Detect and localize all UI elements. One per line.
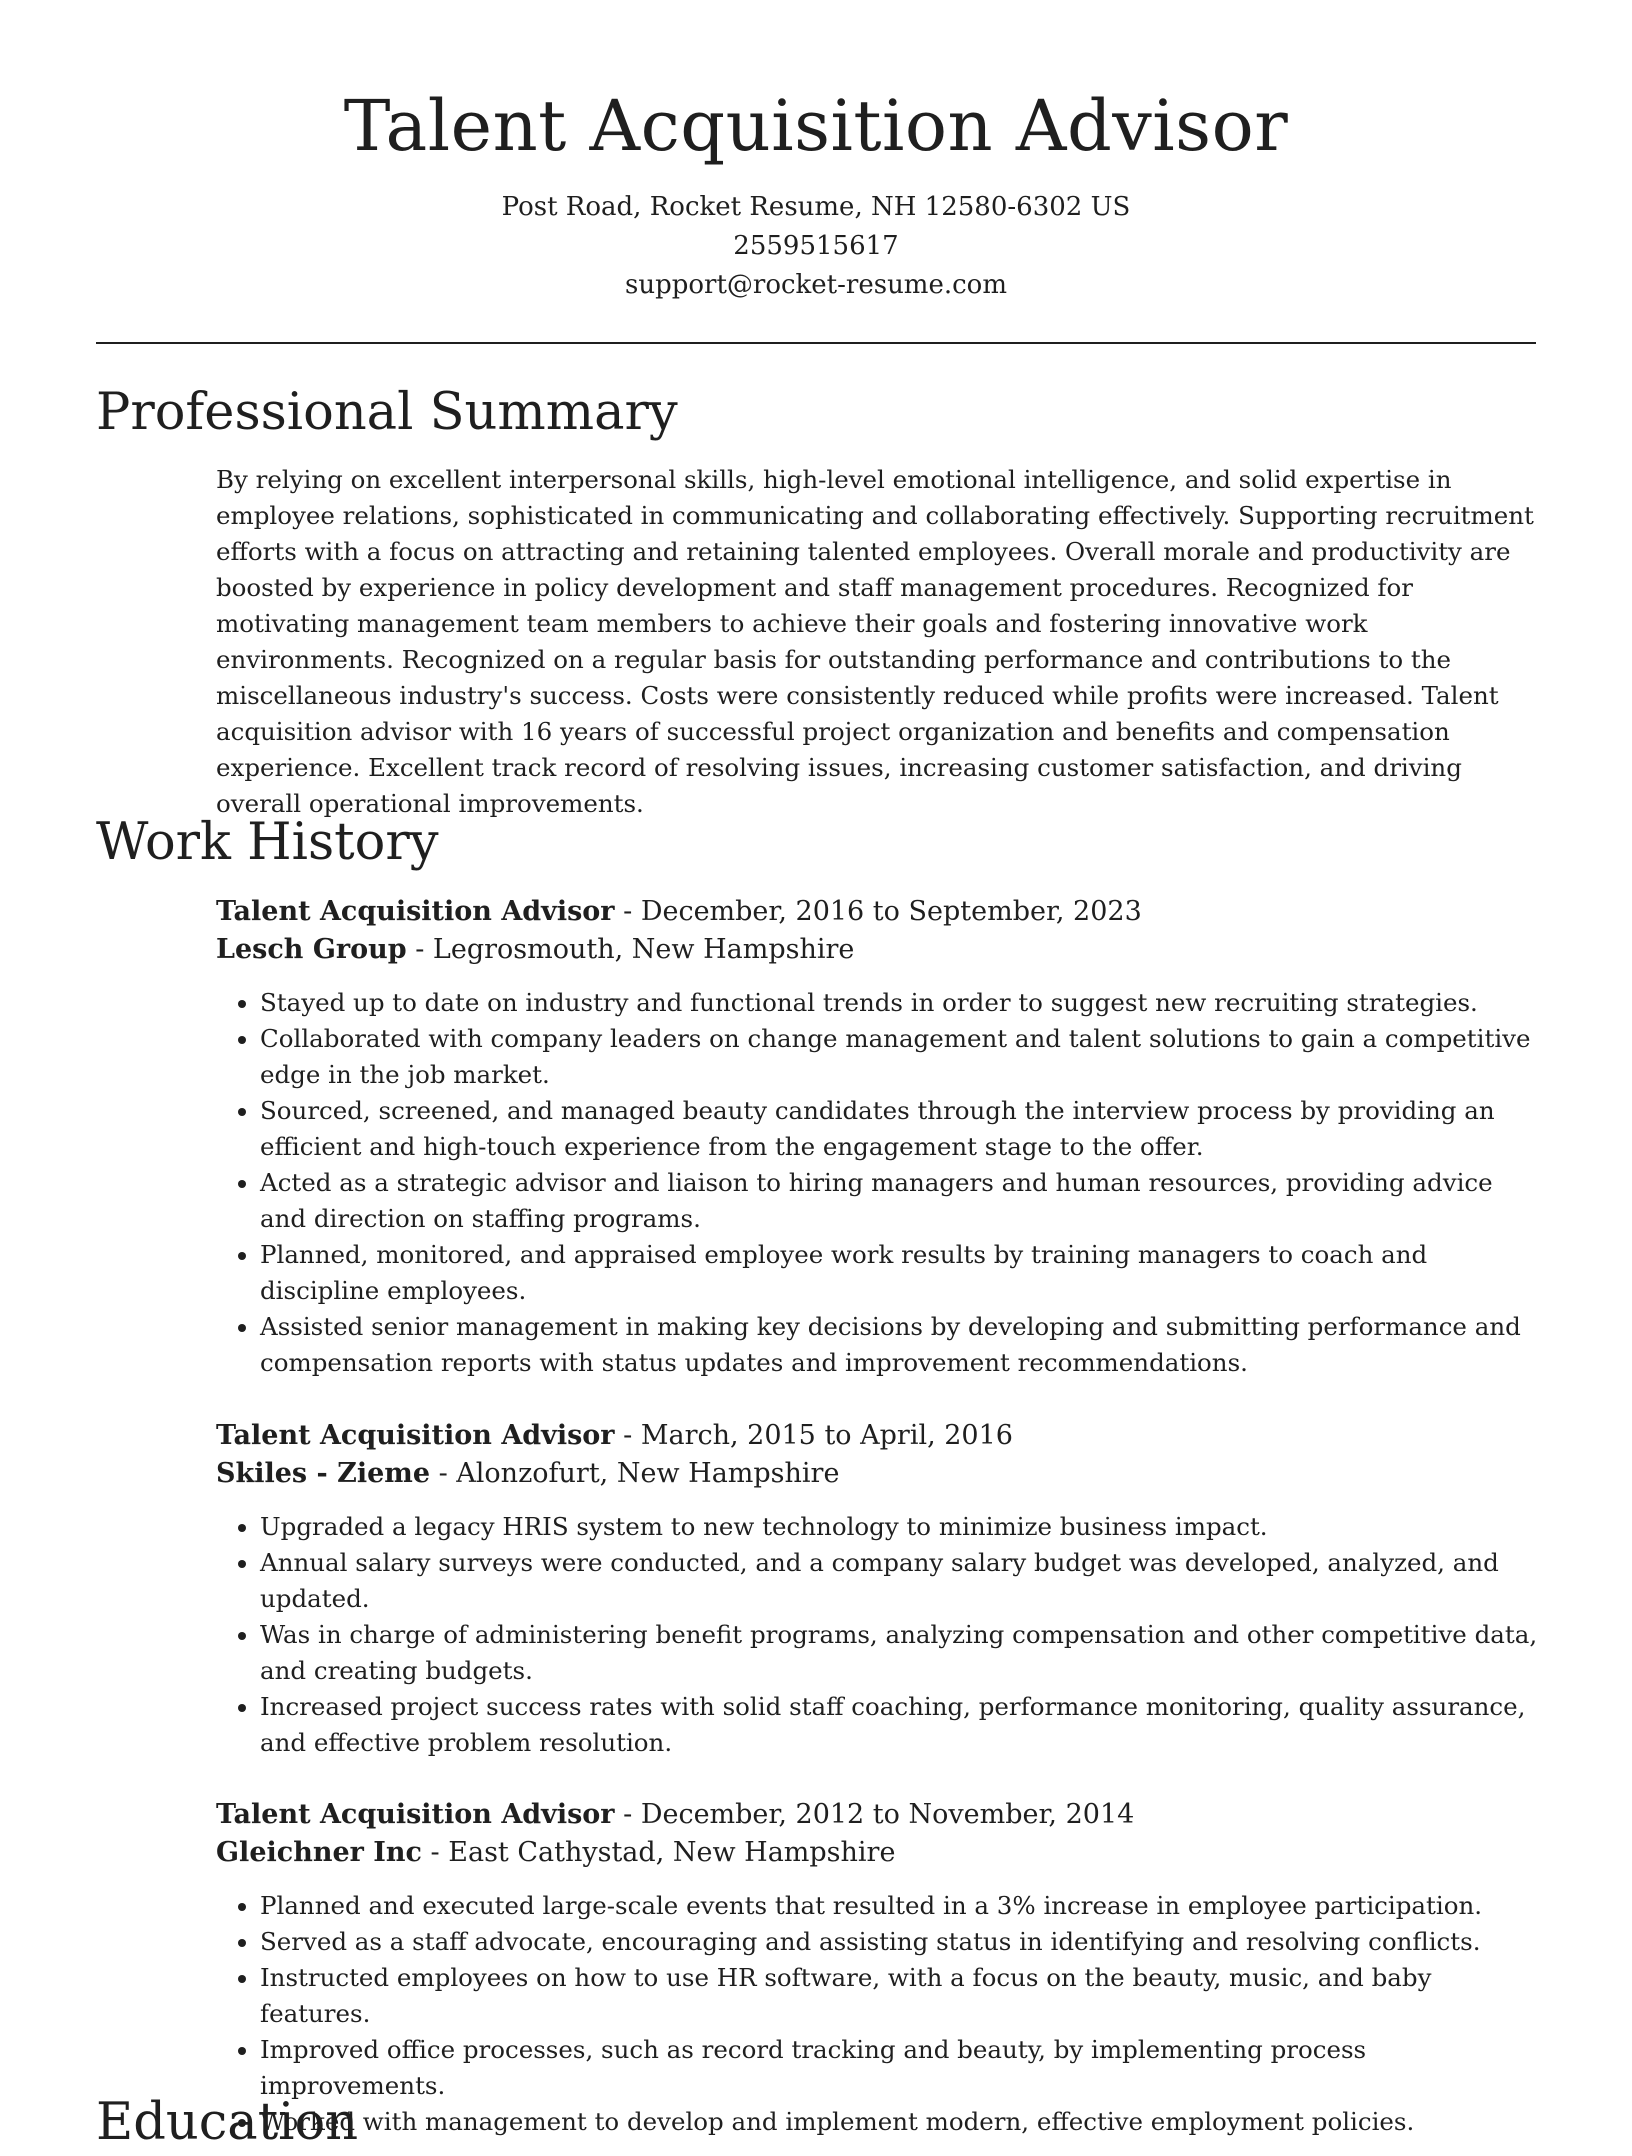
duty-list — [216, 985, 1540, 1381]
job-entry — [216, 1796, 1540, 2140]
duty-item: • Assisted senior management in making key decisions by developing and submitting performance and compensation reports with status updates and improvement recommendations. — [260, 1309, 1540, 1381]
duty-item: • Acted as a strategic advisor and liaison to hiring managers and human resources, providing advice and direction on staffing programs. — [260, 1165, 1540, 1237]
duty-item: • Was in charge of administering benefit programs, analyzing compensation and other competitive data, and creating budgets. — [260, 1617, 1540, 1689]
education-heading: Education — [96, 2093, 359, 2152]
duty-item: • Instructed employees on how to use HR software, with a focus on the beauty, music, and baby features. — [260, 1960, 1540, 2032]
duty-item: • Upgraded a legacy HRIS system to new technology to minimize business impact. — [260, 1509, 1540, 1545]
duty-list — [216, 1888, 1540, 2140]
header-divider — [96, 342, 1536, 344]
job-role: Talent Acquisition Advisor — [216, 1799, 615, 1830]
job-entry — [216, 893, 1540, 1381]
duty-list — [216, 1509, 1540, 1761]
duty-item: • Worked with management to develop and implement modern, effective employment policies. — [260, 2104, 1540, 2140]
job-location: - Alonzofurt, New Hampshire — [430, 1458, 840, 1489]
job-company-line — [216, 1455, 1540, 1493]
job-company-line — [216, 1834, 1540, 1872]
job-dates: - March, 2015 to April, 2016 — [614, 1420, 1013, 1451]
contact-block — [0, 188, 1632, 305]
phone-text: 2559515617 — [733, 231, 899, 261]
duty-item: • Planned, monitored, and appraised employee work results by training managers to coach and discipline employees. — [260, 1237, 1540, 1309]
job-location: - East Cathystad, New Hampshire — [421, 1837, 896, 1868]
duty-item: • Stayed up to date on industry and functional trends in order to suggest new recruiting strategies. — [260, 985, 1540, 1021]
job-role: Talent Acquisition Advisor — [216, 1420, 615, 1451]
job-role: Talent Acquisition Advisor — [216, 896, 615, 927]
duty-item: • Collaborated with company leaders on change management and talent solutions to gain a competitive edge in the job market. — [260, 1021, 1540, 1093]
job-company-line — [216, 931, 1540, 969]
duty-item: • Sourced, screened, and managed beauty candidates through the interview process by providing an efficient and high-touch experience from the engagement stage to the offer. — [260, 1093, 1540, 1165]
job-title-line — [216, 1417, 1540, 1455]
email-text: support@rocket-resume.com — [624, 270, 1007, 300]
job-company: Gleichner Inc — [216, 1837, 422, 1868]
job-dates: - December, 2016 to September, 2023 — [614, 896, 1142, 927]
job-title-line — [216, 893, 1540, 931]
job-company: Skiles - Zieme — [216, 1458, 430, 1489]
job-dates: - December, 2012 to November, 2014 — [614, 1799, 1135, 1830]
summary-section — [216, 462, 1540, 822]
duty-item: • Planned and executed large-scale events that resulted in a 3% increase in employee participation. — [260, 1888, 1540, 1924]
job-location: - Legrosmouth, New Hampshire — [406, 934, 855, 965]
resume-header — [0, 78, 1632, 305]
candidate-name: Talent Acquisition Advisor — [343, 85, 1289, 167]
address-text: Post Road, Rocket Resume, NH 12580-6302 US — [501, 192, 1131, 222]
summary-text: By relying on excellent interpersonal skills, high-level emotional intelligence, and solid expertise in employee relations, sophisticated in communicating and collaborating effectively. Supporting recruitment efforts with a focus on attracting and retaining talented employees. Overall morale and productivity are boosted by experience in policy development and staff management procedures. Recognized for motivating management team members to achieve their goals and fostering innovative work environments. Recognized on a regular basis for outstanding performance and contributions to the miscellaneous industry's success. Costs were consistently reduced while profits were increased. Talent acquisition advisor with 16 years of successful project organization and benefits and compensation experience. Excellent track record of resolving issues, increasing customer satisfaction, and driving overall operational improvements. — [216, 465, 1534, 818]
duty-item: • Improved office processes, such as record tracking and beauty, by implementing process improvements. — [260, 2032, 1540, 2104]
job-title-line — [216, 1796, 1540, 1834]
duty-item: • Annual salary surveys were conducted, and a company salary budget was developed, analyzed, and updated. — [260, 1545, 1540, 1617]
summary-heading: Professional Summary — [96, 383, 678, 442]
job-entry — [216, 1417, 1540, 1761]
duty-item: • Served as a staff advocate, encouraging and assisting status in identifying and resolving conflicts. — [260, 1924, 1540, 1960]
duty-item: • Increased project success rates with solid staff coaching, performance monitoring, quality assurance, and effective problem resolution. — [260, 1689, 1540, 1761]
job-company: Lesch Group — [216, 934, 407, 965]
work-history-heading: Work History — [96, 813, 439, 872]
